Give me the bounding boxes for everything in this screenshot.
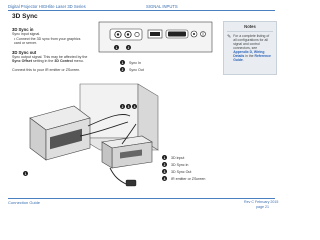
notes-text: [233, 34, 273, 63]
notes-text-mid: in the: [244, 53, 255, 58]
notes-text-post: .: [242, 58, 244, 63]
legend-label: 3D input: [171, 155, 185, 160]
footer-section: Connection Guide: [8, 200, 41, 205]
sync-out-body-mid: setting in the: [31, 59, 55, 64]
legend-label: 3D Sync in: [171, 162, 189, 167]
legend-label: 3D Sync Out: [171, 169, 192, 174]
footer-revision: Rev C February 2015: [244, 200, 279, 204]
sync-out-body: [12, 55, 92, 64]
diagram-marker-3: 3: [127, 104, 130, 109]
sync-in-heading: 3D Sync in: [12, 27, 34, 32]
panel-legend-row-1: [120, 60, 141, 65]
notes-divider: [227, 31, 273, 32]
wiring-details-link[interactable]: Appendix D, Wiring Details: [233, 49, 265, 58]
notes-text-pre: For a complete listing of all configurations for all signal and control connectors, see: [233, 33, 270, 50]
notes-box: [223, 21, 277, 75]
diagram-marker-1: 1: [24, 171, 27, 176]
legend-num: 2: [163, 162, 166, 167]
diagram-legend-row-3: [162, 169, 191, 174]
diagram-marker-2: 2: [121, 104, 124, 109]
footer-rule: [8, 198, 275, 199]
sync-out-heading: 3D Sync out: [12, 50, 37, 55]
panel-marker-1: 1: [115, 45, 118, 50]
diagram-legend-row-4: [162, 176, 205, 181]
page-title: 3D Sync: [12, 13, 38, 20]
sync-in-body: Sync input signal.: [12, 32, 41, 36]
legend-label: Sync In: [129, 60, 141, 65]
bullet-dot: •: [14, 37, 17, 41]
legend-num: 2: [121, 67, 124, 72]
legend-num: 3: [163, 169, 166, 174]
legend-label: Sync Out: [129, 67, 144, 72]
sync-out-body-pre: Sync output signal. This may be affected by the: [12, 55, 88, 59]
sync-offset-term: Sync Offset: [12, 59, 32, 64]
panel-legend-row-2: [120, 67, 144, 72]
diagram-legend-row-2: [162, 162, 188, 167]
legend-label: IR emitter or ZScreen: [171, 176, 206, 181]
notes-content: [224, 34, 276, 63]
sync-in-bullet: [14, 37, 88, 46]
diagram-legend-row-1: [162, 155, 184, 160]
legend-num: 1: [163, 155, 166, 160]
3d-control-term: 3D Control: [54, 59, 73, 64]
header-section: SIGNAL INPUTS: [146, 4, 178, 9]
page-number: page 21: [256, 205, 269, 209]
sync-in-bullet-text: Connect the 3D sync from your graphics card or server.: [14, 37, 81, 46]
reference-guide-link[interactable]: Reference Guide: [233, 53, 271, 63]
legend-num: 4: [163, 176, 166, 181]
panel-marker-2: 2: [127, 45, 130, 50]
pencil-icon: ✎: [227, 33, 232, 40]
notes-title: Notes: [244, 24, 256, 29]
header-product: Digital Projector HIGHlite Laser 3D Series: [8, 4, 86, 9]
header-rule: [8, 10, 275, 11]
legend-num: 1: [121, 60, 124, 65]
connector-panel-illustration: [98, 21, 213, 53]
sync-out-connect: Connect this to your IR emitter or ZScreen.: [12, 68, 81, 72]
diagram-marker-4: 4: [133, 104, 136, 109]
sync-out-body-post: menu.: [72, 59, 84, 64]
